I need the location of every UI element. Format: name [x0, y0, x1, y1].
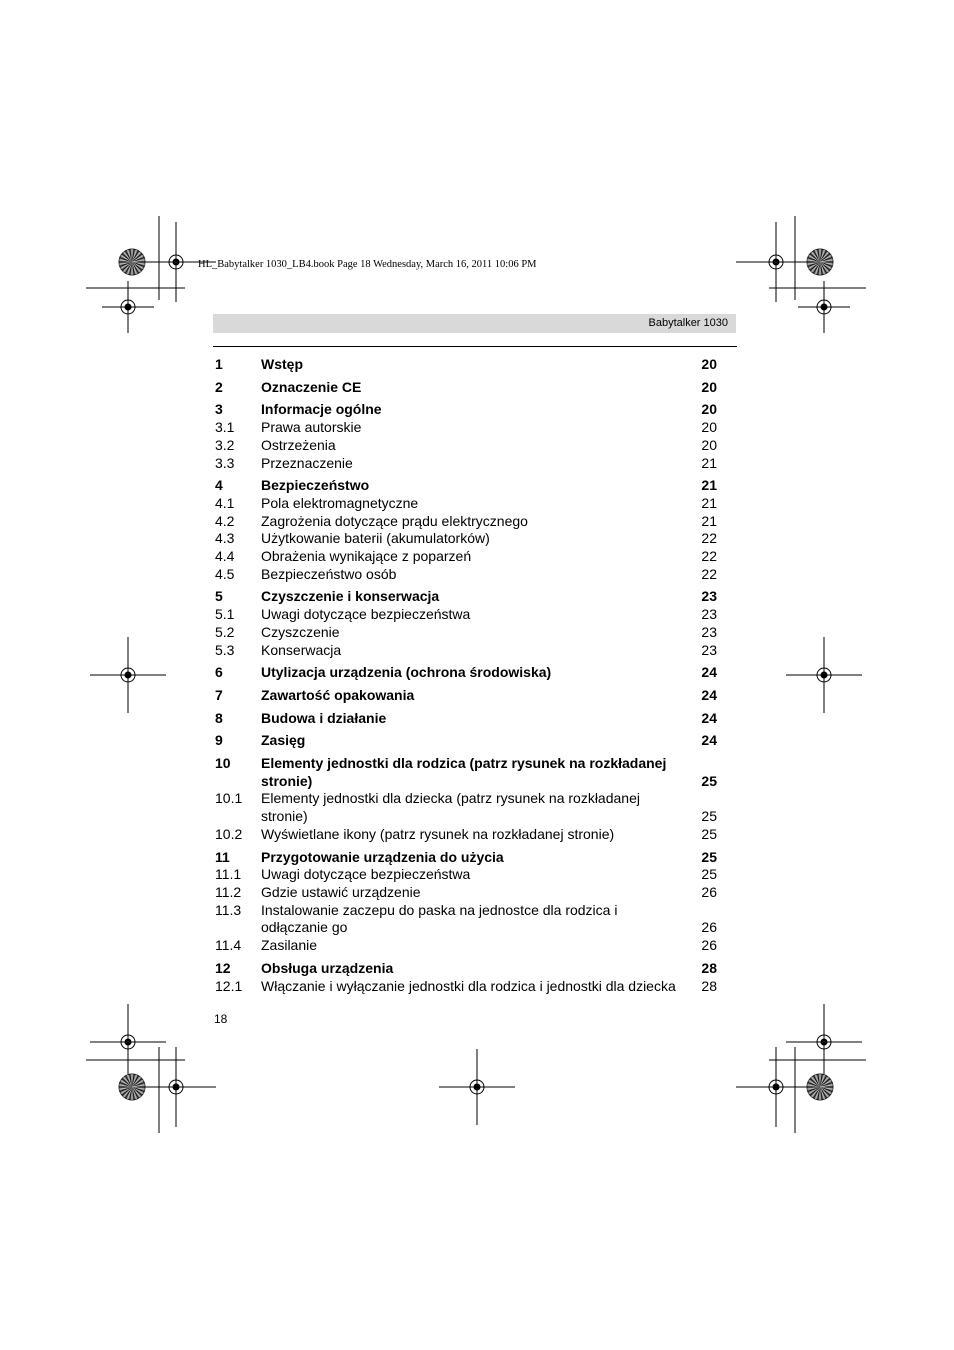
toc-entry-title: Przygotowanie urządzenia do użycia	[261, 848, 504, 865]
toc-entry	[215, 884, 717, 902]
toc-entry-number: 5.2	[215, 623, 235, 640]
toc-entry-number: 9	[215, 732, 223, 749]
toc-entry-title: Elementy jednostki dla dziecka (patrz rysunek na rozkładanej stronie)	[261, 790, 640, 825]
registration-crosshair-icon	[90, 1004, 166, 1080]
toc-entry-page: 24	[701, 664, 717, 681]
toc-entry-title: Konserwacja	[261, 641, 342, 658]
toc-entry-title: Budowa i działanie	[261, 709, 387, 726]
toc-entry	[215, 356, 717, 374]
toc-entry-title: Oznaczenie CE	[261, 378, 362, 395]
toc-entry-title: Elementy jednostki dla rodzica (patrz rysunek na rozkładanej stronie)	[261, 755, 667, 789]
toc-entry	[215, 902, 717, 937]
toc-entry	[215, 624, 717, 642]
color-starburst-icon	[119, 249, 145, 275]
toc-entry-title: Prawa autorskie	[261, 419, 362, 436]
registration-crosshair-icon	[136, 1047, 216, 1127]
toc-entry-number: 5	[215, 588, 223, 605]
toc-entry	[215, 687, 717, 705]
table-of-contents	[215, 356, 717, 995]
toc-entry-number: 4	[215, 477, 223, 494]
toc-entry-number: 5.3	[215, 641, 235, 658]
toc-entry-page: 24	[701, 686, 717, 703]
registration-crosshair-icon	[736, 222, 816, 302]
registration-crosshair-icon	[786, 1004, 862, 1080]
toc-entry	[215, 606, 717, 624]
toc-entry-number: 12	[215, 959, 231, 976]
toc-entry-title: Informacje ogólne	[261, 401, 382, 418]
toc-entry	[215, 455, 717, 473]
toc-entry-page: 22	[701, 530, 717, 547]
toc-entry	[215, 849, 717, 867]
toc-entry-number: 7	[215, 686, 223, 703]
toc-entry-title: Zasilanie	[261, 937, 318, 954]
toc-entry-number: 5.1	[215, 606, 235, 623]
toc-entry-title: Bezpieczeństwo	[261, 477, 370, 494]
toc-entry-title: Wyświetlane ikony (patrz rysunek na rozkładanej stronie)	[261, 825, 615, 842]
toc-entry-number: 4.1	[215, 494, 235, 511]
toc-entry-number: 10	[215, 755, 231, 772]
toc-entry-page: 26	[701, 883, 717, 900]
toc-entry-number: 11	[215, 848, 230, 865]
toc-entry-number: 11.2	[215, 883, 242, 900]
toc-entry-page: 22	[701, 565, 717, 582]
toc-entry	[215, 513, 717, 531]
toc-entry-number: 4.3	[215, 530, 235, 547]
toc-entry-number: 8	[215, 709, 223, 726]
toc-entry-title: Przeznaczenie	[261, 454, 353, 471]
toc-entry	[215, 790, 717, 825]
toc-entry-page: 20	[701, 356, 717, 372]
color-starburst-icon	[807, 1074, 833, 1100]
toc-entry-number: 4.4	[215, 548, 235, 565]
registration-crosshair-icon	[90, 637, 166, 713]
toc-entry-page: 23	[701, 641, 717, 658]
toc-entry	[215, 710, 717, 728]
toc-entry-title: Czyszczenie i konserwacja	[261, 588, 440, 605]
toc-entry-title: Pola elektromagnetyczne	[261, 494, 419, 511]
running-header	[213, 314, 736, 333]
header-title: Babytalker 1030	[648, 317, 728, 329]
toc-entry-number: 11.4	[215, 937, 242, 954]
registration-crosshair-icon	[798, 281, 850, 333]
toc-entry-page: 20	[701, 419, 717, 436]
toc-entry	[215, 978, 717, 996]
toc-entry-page: 22	[701, 548, 717, 565]
toc-entry	[215, 401, 717, 419]
toc-entry	[215, 530, 717, 548]
toc-entry	[215, 379, 717, 397]
toc-entry-number: 10.1	[215, 790, 243, 807]
toc-entry-title: Utylizacja urządzenia (ochrona środowiska)	[261, 664, 552, 681]
toc-entry-number: 10.2	[215, 825, 243, 842]
toc-entry-number: 2	[215, 378, 223, 395]
toc-entry-page: 26	[701, 937, 717, 954]
toc-entry-page: 21	[701, 477, 717, 494]
toc-entry-number: 1	[215, 356, 223, 372]
toc-entry-number: 11.1	[215, 866, 242, 883]
toc-entry	[215, 937, 717, 955]
toc-entry-page: 20	[701, 436, 717, 453]
toc-entry-page: 20	[701, 401, 717, 418]
toc-entry-title: Bezpieczeństwo osób	[261, 565, 397, 582]
toc-entry-title: Gdzie ustawić urządzenie	[261, 883, 421, 900]
toc-entry-page: 20	[701, 378, 717, 395]
toc-entry-page: 25	[701, 866, 717, 883]
toc-entry-number: 4.5	[215, 565, 235, 582]
toc-entry	[215, 960, 717, 978]
toc-entry	[215, 437, 717, 455]
toc-entry-title: Czyszczenie	[261, 623, 340, 640]
toc-entry-page: 25	[701, 848, 717, 865]
toc-entry	[215, 588, 717, 606]
toc-entry-title: Obrażenia wynikające z poparzeń	[261, 548, 472, 565]
toc-entry-title: Obsługa urządzenia	[261, 959, 394, 976]
toc-entry-page: 21	[701, 512, 717, 529]
toc-entry-number: 3.1	[215, 419, 235, 436]
toc-entry-page: 26	[701, 919, 717, 936]
print-info-line: HL_Babytalker 1030_LB4.book Page 18 Wednesday, March 16, 2011 10:06 PM	[198, 259, 537, 270]
toc-entry-page: 25	[701, 772, 717, 789]
toc-entry	[215, 566, 717, 584]
toc-entry-page: 28	[701, 977, 717, 994]
toc-entry-page: 23	[701, 606, 717, 623]
toc-entry	[215, 548, 717, 566]
toc-entry-number: 12.1	[215, 977, 243, 994]
header-rule	[213, 346, 737, 347]
toc-entry-page: 21	[701, 454, 717, 471]
toc-entry-number: 6	[215, 664, 223, 681]
toc-entry-number: 11.3	[215, 901, 242, 918]
toc-entry-title: Włączanie i wyłączanie jednostki dla rodzica i jednostki dla dziecka	[261, 977, 676, 994]
toc-entry	[215, 419, 717, 437]
toc-entry-number: 3.2	[215, 436, 235, 453]
toc-entry-title: Użytkowanie baterii (akumulatorków)	[261, 530, 490, 547]
toc-entry-number: 3	[215, 401, 223, 418]
registration-crosshair-icon	[736, 1047, 816, 1127]
toc-entry-page: 28	[701, 959, 717, 976]
toc-entry-number: 4.2	[215, 512, 235, 529]
toc-entry-number: 3.3	[215, 454, 235, 471]
registration-crosshair-icon	[102, 281, 154, 333]
toc-entry-title: Zagrożenia dotyczące prądu elektrycznego	[261, 512, 528, 529]
toc-entry-title: Zasięg	[261, 732, 306, 749]
toc-entry	[215, 866, 717, 884]
toc-entry-page: 23	[701, 623, 717, 640]
registration-crosshair-icon	[786, 637, 862, 713]
toc-entry	[215, 642, 717, 660]
toc-entry-page: 21	[701, 494, 717, 511]
toc-entry	[215, 495, 717, 513]
toc-entry	[215, 664, 717, 682]
toc-entry	[215, 755, 717, 790]
toc-entry-title: Wstęp	[261, 356, 303, 372]
toc-entry-title: Uwagi dotyczące bezpieczeństwa	[261, 606, 471, 623]
registration-crosshair-icon	[439, 1049, 515, 1125]
toc-entry-page: 25	[701, 808, 717, 825]
toc-entry	[215, 826, 717, 844]
toc-entry-page: 23	[701, 588, 717, 605]
toc-entry-page: 25	[701, 825, 717, 842]
toc-entry-title: Uwagi dotyczące bezpieczeństwa	[261, 866, 471, 883]
toc-entry	[215, 732, 717, 750]
color-starburst-icon	[807, 249, 833, 275]
page-number: 18	[214, 1012, 228, 1026]
color-starburst-icon	[119, 1074, 145, 1100]
toc-entry-title: Instalowanie zaczepu do paska na jednostce dla rodzica i odłączanie go	[261, 901, 618, 936]
toc-entry-page: 24	[701, 732, 717, 749]
toc-entry-title: Ostrzeżenia	[261, 436, 336, 453]
toc-entry-title: Zawartość opakowania	[261, 686, 415, 703]
toc-entry-page: 24	[701, 709, 717, 726]
toc-entry	[215, 477, 717, 495]
